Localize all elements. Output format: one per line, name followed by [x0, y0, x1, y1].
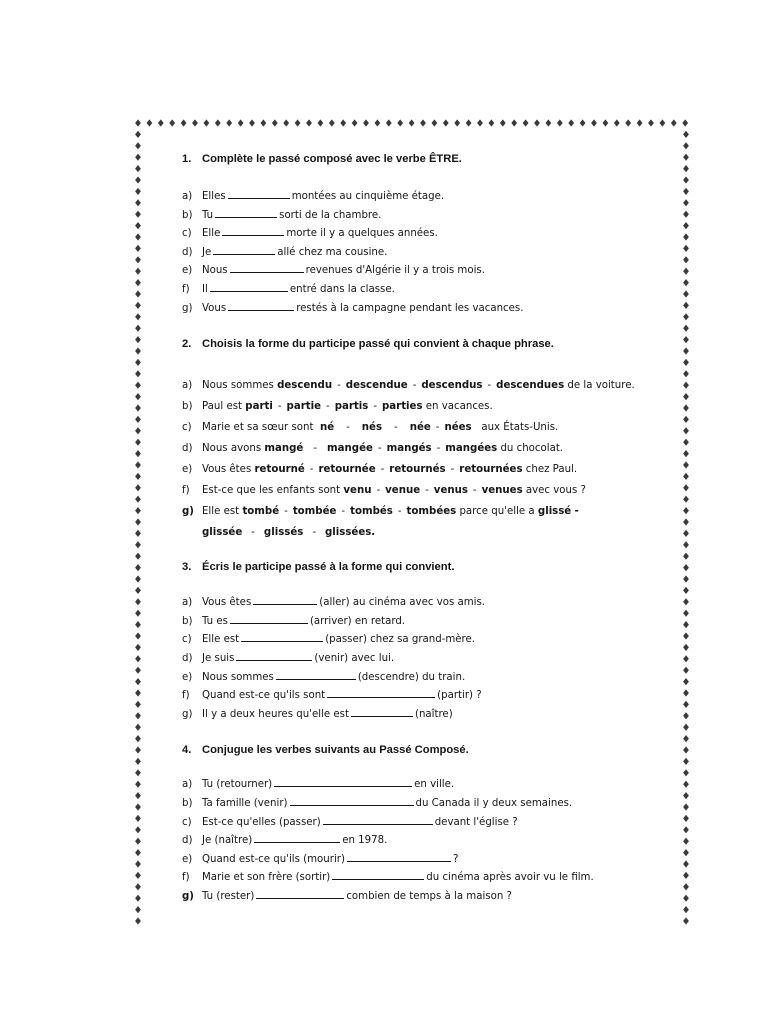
border-diamond-icon: [683, 689, 689, 696]
border-diamond-icon: [683, 587, 689, 594]
border-diamond-icon: [135, 815, 141, 822]
border-diamond-icon: [683, 724, 689, 731]
border-diamond-icon: [683, 450, 689, 457]
answer-blank[interactable]: [347, 851, 451, 862]
border-diamond-icon: [135, 587, 141, 594]
border-diamond-icon: [683, 233, 689, 240]
border-diamond-icon: [683, 541, 689, 548]
border-diamond-icon: [135, 758, 141, 765]
answer-blank[interactable]: [256, 888, 344, 899]
border-diamond-icon: [135, 427, 141, 434]
border-diamond-icon: [135, 883, 141, 890]
answer-blank[interactable]: [222, 225, 284, 236]
border-diamond-icon: [683, 872, 689, 879]
border-diamond-icon: [135, 769, 141, 776]
border-diamond-icon: [683, 427, 689, 434]
exercise-item: e) Nous revenues d'Algérie il y a trois mois.: [182, 262, 682, 281]
border-diamond-icon: [683, 131, 689, 138]
border-diamond-icon: [420, 119, 426, 126]
choice-option[interactable]: mangés: [386, 443, 432, 455]
answer-blank[interactable]: [236, 650, 312, 661]
border-diamond-icon: [683, 632, 689, 639]
border-diamond-icon: [683, 222, 689, 229]
exercise-item: e) Vous êtes retourné - retournée - retournés - retournées chez Paul.: [182, 464, 578, 476]
choice-option[interactable]: née: [409, 422, 431, 434]
border-diamond-icon: [683, 290, 689, 297]
border-diamond-icon: [683, 484, 689, 491]
border-diamond-icon: [135, 496, 141, 503]
border-diamond-icon: [135, 450, 141, 457]
answer-blank[interactable]: [332, 869, 424, 880]
choice-option[interactable]: venues: [481, 485, 523, 497]
choice-option[interactable]: glissées.: [325, 527, 376, 539]
exercise-item: c) Elle morte il y a quelques années.: [182, 225, 682, 244]
border-diamond-icon: [238, 119, 244, 126]
border-diamond-icon: [683, 245, 689, 252]
exercise-item: e) Nous sommes (descendre) du train.: [182, 669, 682, 688]
border-diamond-icon: [683, 211, 689, 218]
border-diamond-icon: [683, 815, 689, 822]
border-diamond-icon: [135, 872, 141, 879]
border-diamond-icon: [295, 119, 301, 126]
border-diamond-icon: [682, 119, 688, 126]
border-diamond-icon: [683, 610, 689, 617]
border-diamond-icon: [614, 119, 620, 126]
border-diamond-icon: [135, 689, 141, 696]
exercise-item: d) Je allé chez ma cousine.: [182, 244, 682, 263]
border-diamond-icon: [135, 154, 141, 161]
border-diamond-icon: [683, 176, 689, 183]
border-diamond-icon: [466, 119, 472, 126]
border-diamond-icon: [683, 678, 689, 685]
border-diamond-icon: [683, 860, 689, 867]
border-diamond-icon: [683, 473, 689, 480]
exercise-item: a) Vous êtes (aller) au cinéma avec vos amis.: [182, 594, 682, 613]
exercise-item: c) Elle est (passer) chez sa grand-mère.: [182, 631, 682, 650]
exercise-item: g) Tu (rester) combien de temps à la maison ?: [182, 888, 682, 907]
choice-option[interactable]: nées: [444, 422, 472, 434]
border-diamond-icon: [683, 404, 689, 411]
border-diamond-icon: [135, 416, 141, 423]
border-diamond-icon: [363, 119, 369, 126]
exercise-item: f) Quand est-ce qu'ils sont (partir) ?: [182, 687, 682, 706]
border-diamond-icon: [683, 439, 689, 446]
border-diamond-icon: [683, 906, 689, 913]
choice-option[interactable]: descendue: [345, 380, 408, 392]
answer-blank[interactable]: [290, 795, 414, 806]
border-diamond-icon: [591, 119, 597, 126]
border-diamond-icon: [135, 279, 141, 286]
exercise-item: d) Je suis (venir) avec lui.: [182, 650, 682, 669]
border-diamond-icon: [135, 860, 141, 867]
answer-blank[interactable]: [213, 244, 275, 255]
border-diamond-icon: [135, 530, 141, 537]
border-diamond-icon: [226, 119, 232, 126]
border-diamond-icon: [135, 290, 141, 297]
border-diamond-icon: [683, 336, 689, 343]
border-diamond-icon: [557, 119, 563, 126]
choice-option[interactable]: mangées: [445, 443, 498, 455]
border-diamond-icon: [683, 917, 689, 924]
border-diamond-icon: [683, 758, 689, 765]
border-diamond-icon: [329, 119, 335, 126]
border-diamond-icon: [683, 325, 689, 332]
exercise-item: g) Elle est tombé - tombée - tombés - tombées parce qu'elle a glissé -: [182, 506, 579, 518]
border-diamond-icon: [135, 233, 141, 240]
border-diamond-icon: [683, 188, 689, 195]
border-diamond-icon: [135, 644, 141, 651]
choice-option[interactable]: venus: [433, 485, 468, 497]
border-diamond-icon: [683, 313, 689, 320]
choice-option[interactable]: descendues: [496, 380, 565, 392]
border-diamond-icon: [272, 119, 278, 126]
answer-blank[interactable]: [323, 814, 433, 825]
exercise-item: g) Vous restés à la campagne pendant les vacances.: [182, 300, 682, 319]
border-diamond-icon: [135, 507, 141, 514]
section-2-heading: 2. Choisis la forme du participe passé qui convient à chaque phrase.: [182, 338, 554, 351]
border-diamond-icon: [683, 518, 689, 525]
choice-option[interactable]: nés: [361, 422, 383, 434]
choice-option[interactable]: venu: [343, 485, 372, 497]
border-diamond-icon: [511, 119, 517, 126]
border-diamond-icon: [135, 382, 141, 389]
border-diamond-icon: [683, 792, 689, 799]
exercise-item: b) Ta famille (venir) du Canada il y deux semaines.: [182, 795, 682, 814]
border-diamond-icon: [249, 119, 255, 126]
border-diamond-icon: [135, 165, 141, 172]
answer-blank[interactable]: [254, 832, 340, 843]
border-diamond-icon: [340, 119, 346, 126]
section-4-heading: 4. Conjugue les verbes suivants au Passé Composé.: [182, 744, 469, 757]
choice-option[interactable]: descendu: [277, 380, 333, 392]
answer-blank[interactable]: [210, 281, 288, 292]
border-diamond-icon: [683, 621, 689, 628]
choice-option[interactable]: glissé: [537, 506, 572, 518]
border-diamond-icon: [135, 655, 141, 662]
border-diamond-icon: [683, 142, 689, 149]
border-diamond-icon: [683, 667, 689, 674]
exercise-item: f) Est-ce que les enfants sont venu - venue - venus - venues avec vous ?: [182, 485, 586, 497]
border-diamond-icon: [683, 644, 689, 651]
border-diamond-icon: [648, 119, 654, 126]
border-diamond-icon: [683, 564, 689, 571]
section-3-heading: 3. Écris le participe passé à la forme qui convient.: [182, 561, 455, 574]
border-diamond-icon: [135, 188, 141, 195]
border-diamond-icon: [135, 598, 141, 605]
border-diamond-icon: [683, 393, 689, 400]
border-diamond-icon: [683, 712, 689, 719]
border-diamond-icon: [306, 119, 312, 126]
border-diamond-icon: [135, 826, 141, 833]
border-diamond-icon: [135, 370, 141, 377]
border-diamond-icon: [683, 781, 689, 788]
border-diamond-icon: [683, 575, 689, 582]
exercise-item: f) Marie et son frère (sortir) du cinéma après avoir vu le film.: [182, 869, 682, 888]
border-diamond-icon: [683, 655, 689, 662]
exercise-item: g) Il y a deux heures qu'elle est (naître): [182, 706, 682, 725]
answer-blank[interactable]: [230, 613, 308, 624]
border-diamond-icon: [683, 553, 689, 560]
border-diamond-icon: [135, 678, 141, 685]
border-diamond-icon: [283, 119, 289, 126]
answer-blank[interactable]: [351, 706, 413, 717]
answer-blank[interactable]: [327, 687, 435, 698]
border-diamond-icon: [135, 849, 141, 856]
choice-option[interactable]: venue: [385, 485, 421, 497]
border-diamond-icon: [135, 313, 141, 320]
border-diamond-icon: [683, 895, 689, 902]
border-diamond-icon: [135, 838, 141, 845]
border-diamond-icon: [568, 119, 574, 126]
border-diamond-icon: [135, 245, 141, 252]
answer-blank[interactable]: [253, 594, 317, 605]
border-diamond-icon: [135, 553, 141, 560]
choice-option[interactable]: tombée: [292, 506, 337, 518]
border-diamond-icon: [192, 119, 198, 126]
border-diamond-icon: [397, 119, 403, 126]
border-diamond-icon: [375, 119, 381, 126]
exercise-item: c) Est-ce qu'elles (passer) devant l'église ?: [182, 814, 682, 833]
exercise-item: a) Tu (retourner) en ville.: [182, 776, 682, 795]
section-1-heading: 1. Complète le passé composé avec le verbe ÊTRE.: [182, 153, 462, 165]
border-diamond-icon: [683, 256, 689, 263]
border-diamond-icon: [135, 781, 141, 788]
choice-option[interactable]: partie: [286, 401, 321, 413]
border-diamond-icon: [683, 279, 689, 286]
border-diamond-icon: [135, 404, 141, 411]
border-diamond-icon: [625, 119, 631, 126]
choice-option[interactable]: mangé: [264, 443, 304, 455]
border-diamond-icon: [683, 838, 689, 845]
border-diamond-icon: [603, 119, 609, 126]
border-diamond-icon: [135, 473, 141, 480]
border-diamond-icon: [135, 632, 141, 639]
choice-option[interactable]: descendus: [421, 380, 483, 392]
border-diamond-icon: [683, 416, 689, 423]
border-diamond-icon: [135, 724, 141, 731]
exercise-item: f) Il entré dans la classe.: [182, 281, 682, 300]
border-diamond-icon: [169, 119, 175, 126]
worksheet: [182, 150, 682, 906]
border-diamond-icon: [683, 769, 689, 776]
choice-option[interactable]: glissée: [202, 527, 243, 539]
exercise-item: b) Paul est parti - partie - partis - parties en vacances.: [182, 401, 493, 413]
border-diamond-icon: [432, 119, 438, 126]
border-diamond-icon: [683, 735, 689, 742]
answer-blank[interactable]: [241, 631, 323, 642]
border-diamond-icon: [135, 621, 141, 628]
choice-option[interactable]: retourné: [254, 464, 305, 476]
border-diamond-icon: [158, 119, 164, 126]
border-diamond-icon: [135, 895, 141, 902]
border-diamond-icon: [683, 849, 689, 856]
border-diamond-icon: [683, 154, 689, 161]
border-diamond-icon: [683, 826, 689, 833]
exercise-item: d) Je (naître) en 1978.: [182, 832, 682, 851]
answer-blank[interactable]: [274, 776, 412, 787]
border-diamond-icon: [683, 701, 689, 708]
border-diamond-icon: [683, 382, 689, 389]
choice-option[interactable]: partis: [334, 401, 369, 413]
border-diamond-icon: [135, 610, 141, 617]
exercise-item: b) Tu es (arriver) en retard.: [182, 613, 682, 632]
border-diamond-icon: [147, 119, 153, 126]
border-diamond-icon: [135, 393, 141, 400]
border-diamond-icon: [683, 746, 689, 753]
border-diamond-icon: [477, 119, 483, 126]
choice-option[interactable]: mangée: [327, 443, 373, 455]
exercise-item-continuation: glissée - glissés - glissées.: [202, 527, 376, 539]
border-diamond-icon: [683, 507, 689, 514]
choice-option[interactable]: parties: [382, 401, 423, 413]
border-diamond-icon: [135, 461, 141, 468]
choice-option[interactable]: né: [319, 422, 335, 434]
border-diamond-icon: [135, 359, 141, 366]
border-diamond-icon: [534, 119, 540, 126]
border-diamond-icon: [683, 883, 689, 890]
border-diamond-icon: [523, 119, 529, 126]
choice-option[interactable]: tombés: [350, 506, 393, 518]
border-diamond-icon: [135, 211, 141, 218]
border-diamond-icon: [671, 119, 677, 126]
border-diamond-icon: [135, 541, 141, 548]
border-diamond-icon: [135, 142, 141, 149]
border-diamond-icon: [181, 119, 187, 126]
border-diamond-icon: [683, 302, 689, 309]
exercise-item: c) Marie et sa sœur sont né - nés - née - nées aux États-Unis.: [182, 422, 559, 434]
exercise-item: a) Nous sommes descendu - descendue - descendus - descendues de la voiture.: [182, 380, 635, 392]
border-diamond-icon: [135, 439, 141, 446]
border-diamond-icon: [135, 176, 141, 183]
border-diamond-icon: [135, 484, 141, 491]
border-diamond-icon: [683, 496, 689, 503]
border-diamond-icon: [683, 530, 689, 537]
border-diamond-icon: [683, 199, 689, 206]
choice-option[interactable]: tombées: [406, 506, 457, 518]
choice-option[interactable]: tombé: [242, 506, 280, 518]
choice-option[interactable]: retournée: [318, 464, 376, 476]
border-diamond-icon: [135, 518, 141, 525]
border-diamond-icon: [683, 347, 689, 354]
border-diamond-icon: [683, 268, 689, 275]
border-diamond-icon: [135, 803, 141, 810]
border-diamond-icon: [454, 119, 460, 126]
border-diamond-icon: [135, 701, 141, 708]
border-diamond-icon: [204, 119, 210, 126]
answer-blank[interactable]: [228, 300, 294, 311]
exercise-item: d) Nous avons mangé - mangée - mangés - mangées du chocolat.: [182, 443, 564, 455]
border-diamond-icon: [660, 119, 666, 126]
border-diamond-icon: [135, 735, 141, 742]
border-diamond-icon: [135, 222, 141, 229]
border-diamond-icon: [135, 347, 141, 354]
border-diamond-icon: [135, 564, 141, 571]
border-diamond-icon: [683, 461, 689, 468]
border-diamond-icon: [580, 119, 586, 126]
exercise-item: a) Elles montées au cinquième étage.: [182, 188, 682, 207]
border-diamond-icon: [683, 803, 689, 810]
border-diamond-icon: [135, 256, 141, 263]
border-diamond-icon: [135, 792, 141, 799]
border-diamond-icon: [489, 119, 495, 126]
border-diamond-icon: [318, 119, 324, 126]
choice-option[interactable]: retournés: [389, 464, 446, 476]
border-diamond-icon: [683, 598, 689, 605]
border-diamond-icon: [135, 667, 141, 674]
border-diamond-icon: [352, 119, 358, 126]
border-diamond-icon: [386, 119, 392, 126]
border-diamond-icon: [409, 119, 415, 126]
border-diamond-icon: [135, 575, 141, 582]
border-diamond-icon: [261, 119, 267, 126]
border-diamond-icon: [135, 712, 141, 719]
border-diamond-icon: [215, 119, 221, 126]
choice-option[interactable]: glissés: [263, 527, 304, 539]
exercise-item: b) Tu sorti de la chambre.: [182, 207, 682, 226]
border-diamond-icon: [135, 131, 141, 138]
border-diamond-icon: [683, 359, 689, 366]
border-diamond-icon: [135, 268, 141, 275]
border-diamond-icon: [500, 119, 506, 126]
border-diamond-icon: [443, 119, 449, 126]
answer-blank[interactable]: [230, 262, 304, 273]
border-diamond-icon: [135, 906, 141, 913]
choice-option[interactable]: parti: [245, 401, 273, 413]
border-diamond-icon: [135, 917, 141, 924]
exercise-item: e) Quand est-ce qu'ils (mourir) ?: [182, 851, 682, 870]
border-diamond-icon: [135, 325, 141, 332]
answer-blank[interactable]: [276, 669, 356, 680]
answer-blank[interactable]: [228, 188, 290, 199]
border-diamond-icon: [637, 119, 643, 126]
choice-option[interactable]: retournées: [459, 464, 523, 476]
border-diamond-icon: [683, 370, 689, 377]
answer-blank[interactable]: [215, 207, 277, 218]
border-diamond-icon: [546, 119, 552, 126]
border-diamond-icon: [135, 119, 141, 126]
border-diamond-icon: [135, 199, 141, 206]
border-diamond-icon: [683, 165, 689, 172]
border-diamond-icon: [135, 746, 141, 753]
border-diamond-icon: [135, 336, 141, 343]
border-diamond-icon: [135, 302, 141, 309]
